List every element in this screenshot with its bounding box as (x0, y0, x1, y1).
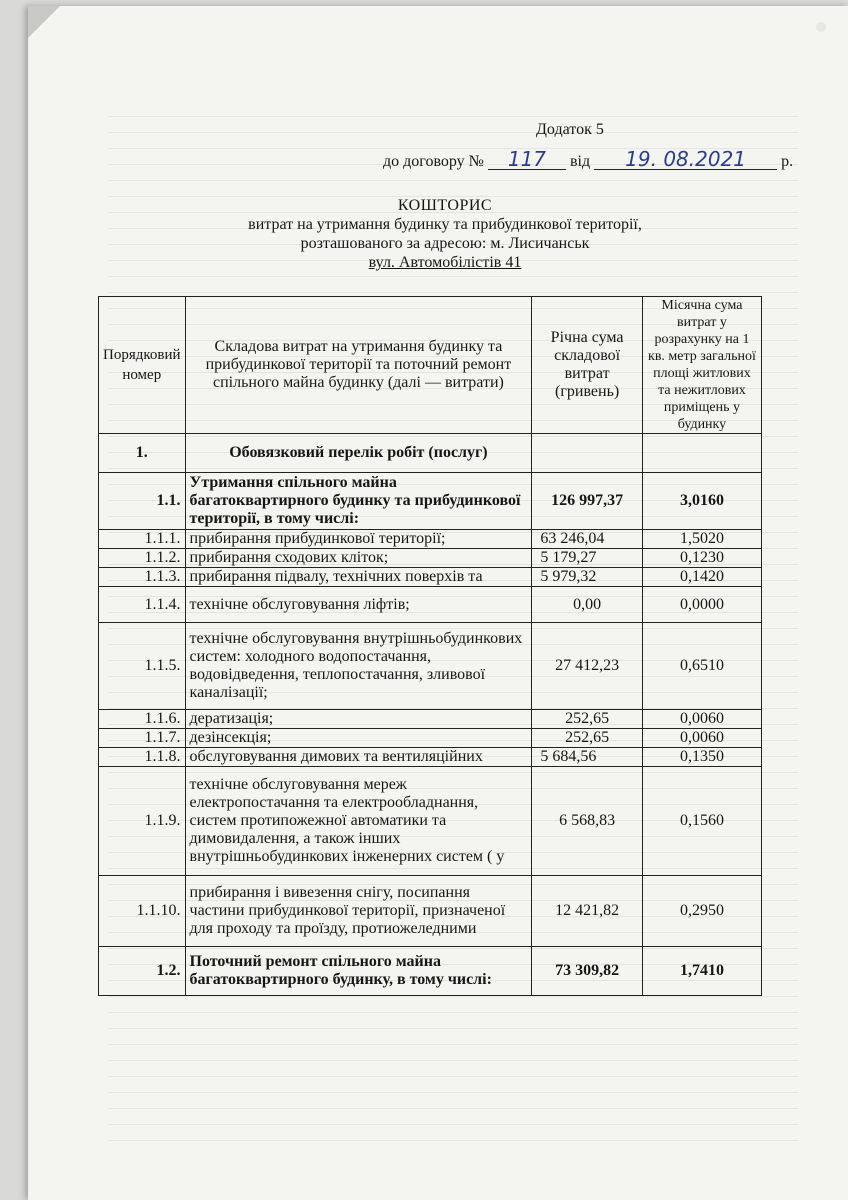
table-row (99, 710, 762, 729)
row-name: прибирання і вивезення снігу, посипання частини прибудинкової території, призначеної для проходу та проїзду, протиожеледними (185, 876, 532, 947)
row-annual (532, 434, 643, 473)
title-line-3: розташованого за адресою: м. Лисичанськ (300, 235, 590, 252)
header-col-annual: Річна сума складової витрат (гривень) (532, 297, 643, 434)
contract-prefix: до договору № (383, 153, 484, 170)
row-annual: 73 309,82 (532, 947, 643, 996)
row-monthly: 1,5020 (642, 530, 761, 549)
row-monthly: 0,1420 (642, 568, 761, 587)
row-annual: 63 246,04 (532, 530, 643, 549)
row-monthly: 0,6510 (642, 623, 761, 710)
row-monthly: 0,1350 (642, 748, 761, 767)
row-name: обслуговування димових та вентиляційних (185, 748, 532, 767)
row-name: прибирання прибудинкової території; (185, 530, 532, 549)
row-number: 1.1.2. (99, 549, 186, 568)
table-row (99, 876, 762, 947)
table-row (99, 568, 762, 587)
contract-line (383, 149, 793, 171)
row-number: 1.1.6. (99, 710, 186, 729)
date-suffix: р. (781, 153, 794, 170)
title-line-1: КОШТОРИС (397, 197, 493, 214)
row-monthly: 0,0000 (642, 587, 761, 623)
row-name: технічне обслуговування внутрішньобудинкових систем: холодного водопостачання, водовідведення, теплопостачання, зливової каналізації; (185, 623, 532, 710)
row-number: 1.1.3. (99, 568, 186, 587)
row-monthly: 3,0160 (642, 473, 761, 530)
row-annual: 0,00 (532, 587, 643, 623)
table-row (99, 767, 762, 876)
row-number: 1.1.7. (99, 729, 186, 748)
table-row (99, 748, 762, 767)
row-monthly: 1,7410 (642, 947, 761, 996)
row-monthly (642, 434, 761, 473)
contract-date: 19. 08.2021 (594, 149, 777, 170)
row-annual: 252,65 (532, 710, 643, 729)
row-annual: 27 412,23 (532, 623, 643, 710)
contract-number: 117 (488, 149, 566, 170)
row-name: прибирання сходових кліток; (185, 549, 532, 568)
row-number: 1. (99, 434, 186, 473)
row-annual: 6 568,83 (532, 767, 643, 876)
row-monthly: 0,0060 (642, 710, 761, 729)
row-number: 1.1.1. (99, 530, 186, 549)
header-col-number: Порядковий номер (99, 297, 186, 434)
row-annual: 126 997,37 (532, 473, 643, 530)
row-name: технічне обслуговування мереж електропостачання та електрообладнання, систем протипожежної автоматики та димовидалення, а також інших внутрішньобудинкових інженерних систем ( у (185, 767, 532, 876)
table-row (99, 473, 762, 530)
row-number: 1.1.5. (99, 623, 186, 710)
table-row (99, 587, 762, 623)
row-annual: 5 979,32 (532, 568, 643, 587)
table-header-row (99, 297, 762, 434)
row-annual: 5 684,56 (532, 748, 643, 767)
cost-estimate-table (98, 296, 762, 996)
row-number: 1.1.9. (99, 767, 186, 876)
table-row (99, 729, 762, 748)
row-number: 1.1. (99, 473, 186, 530)
row-annual: 252,65 (532, 729, 643, 748)
row-monthly: 0,0060 (642, 729, 761, 748)
row-name: прибирання підвалу, технічних поверхів та (185, 568, 532, 587)
table-row (99, 549, 762, 568)
row-name: дезінсекція; (185, 729, 532, 748)
row-monthly: 0,1230 (642, 549, 761, 568)
header-col-name: Складова витрат на утримання будинку та прибудинкової території та поточний ремонт спільного майна будинку (далі — витрати) (185, 297, 532, 434)
title-line-2: витрат на утримання будинку та прибудинкової території, (248, 216, 642, 233)
table-row (99, 434, 762, 473)
date-prefix: від (569, 153, 591, 170)
appendix-label: Додаток 5 (536, 121, 604, 138)
page-fold-corner (28, 6, 60, 38)
row-annual: 5 179,27 (532, 549, 643, 568)
header-col-monthly: Місячна сума витрат у розрахунку на 1 кв. метр загальної площі житлових та нежитлових приміщень у будинку (642, 297, 761, 434)
row-monthly: 0,1560 (642, 767, 761, 876)
hole-punch-mark (816, 22, 826, 32)
row-name: технічне обслуговування ліфтів; (185, 587, 532, 623)
row-number: 1.2. (99, 947, 186, 996)
table-row (99, 623, 762, 710)
table-row (99, 947, 762, 996)
row-name: Поточний ремонт спільного майна багатоквартирного будинку, в тому числі: (185, 947, 532, 996)
table-row (99, 530, 762, 549)
row-annual: 12 421,82 (532, 876, 643, 947)
title-line-4: вул. Автомобілістів 41 (368, 254, 522, 271)
row-number: 1.1.4. (99, 587, 186, 623)
row-monthly: 0,2950 (642, 876, 761, 947)
row-number: 1.1.10. (99, 876, 186, 947)
document-title (230, 196, 660, 272)
row-name: Обовязковий перелік робіт (послуг) (185, 434, 532, 473)
row-name: Утримання спільного майна багатоквартирного будинку та прибудинкової території, в тому числі: (185, 473, 532, 530)
row-number: 1.1.8. (99, 748, 186, 767)
row-name: дератизація; (185, 710, 532, 729)
